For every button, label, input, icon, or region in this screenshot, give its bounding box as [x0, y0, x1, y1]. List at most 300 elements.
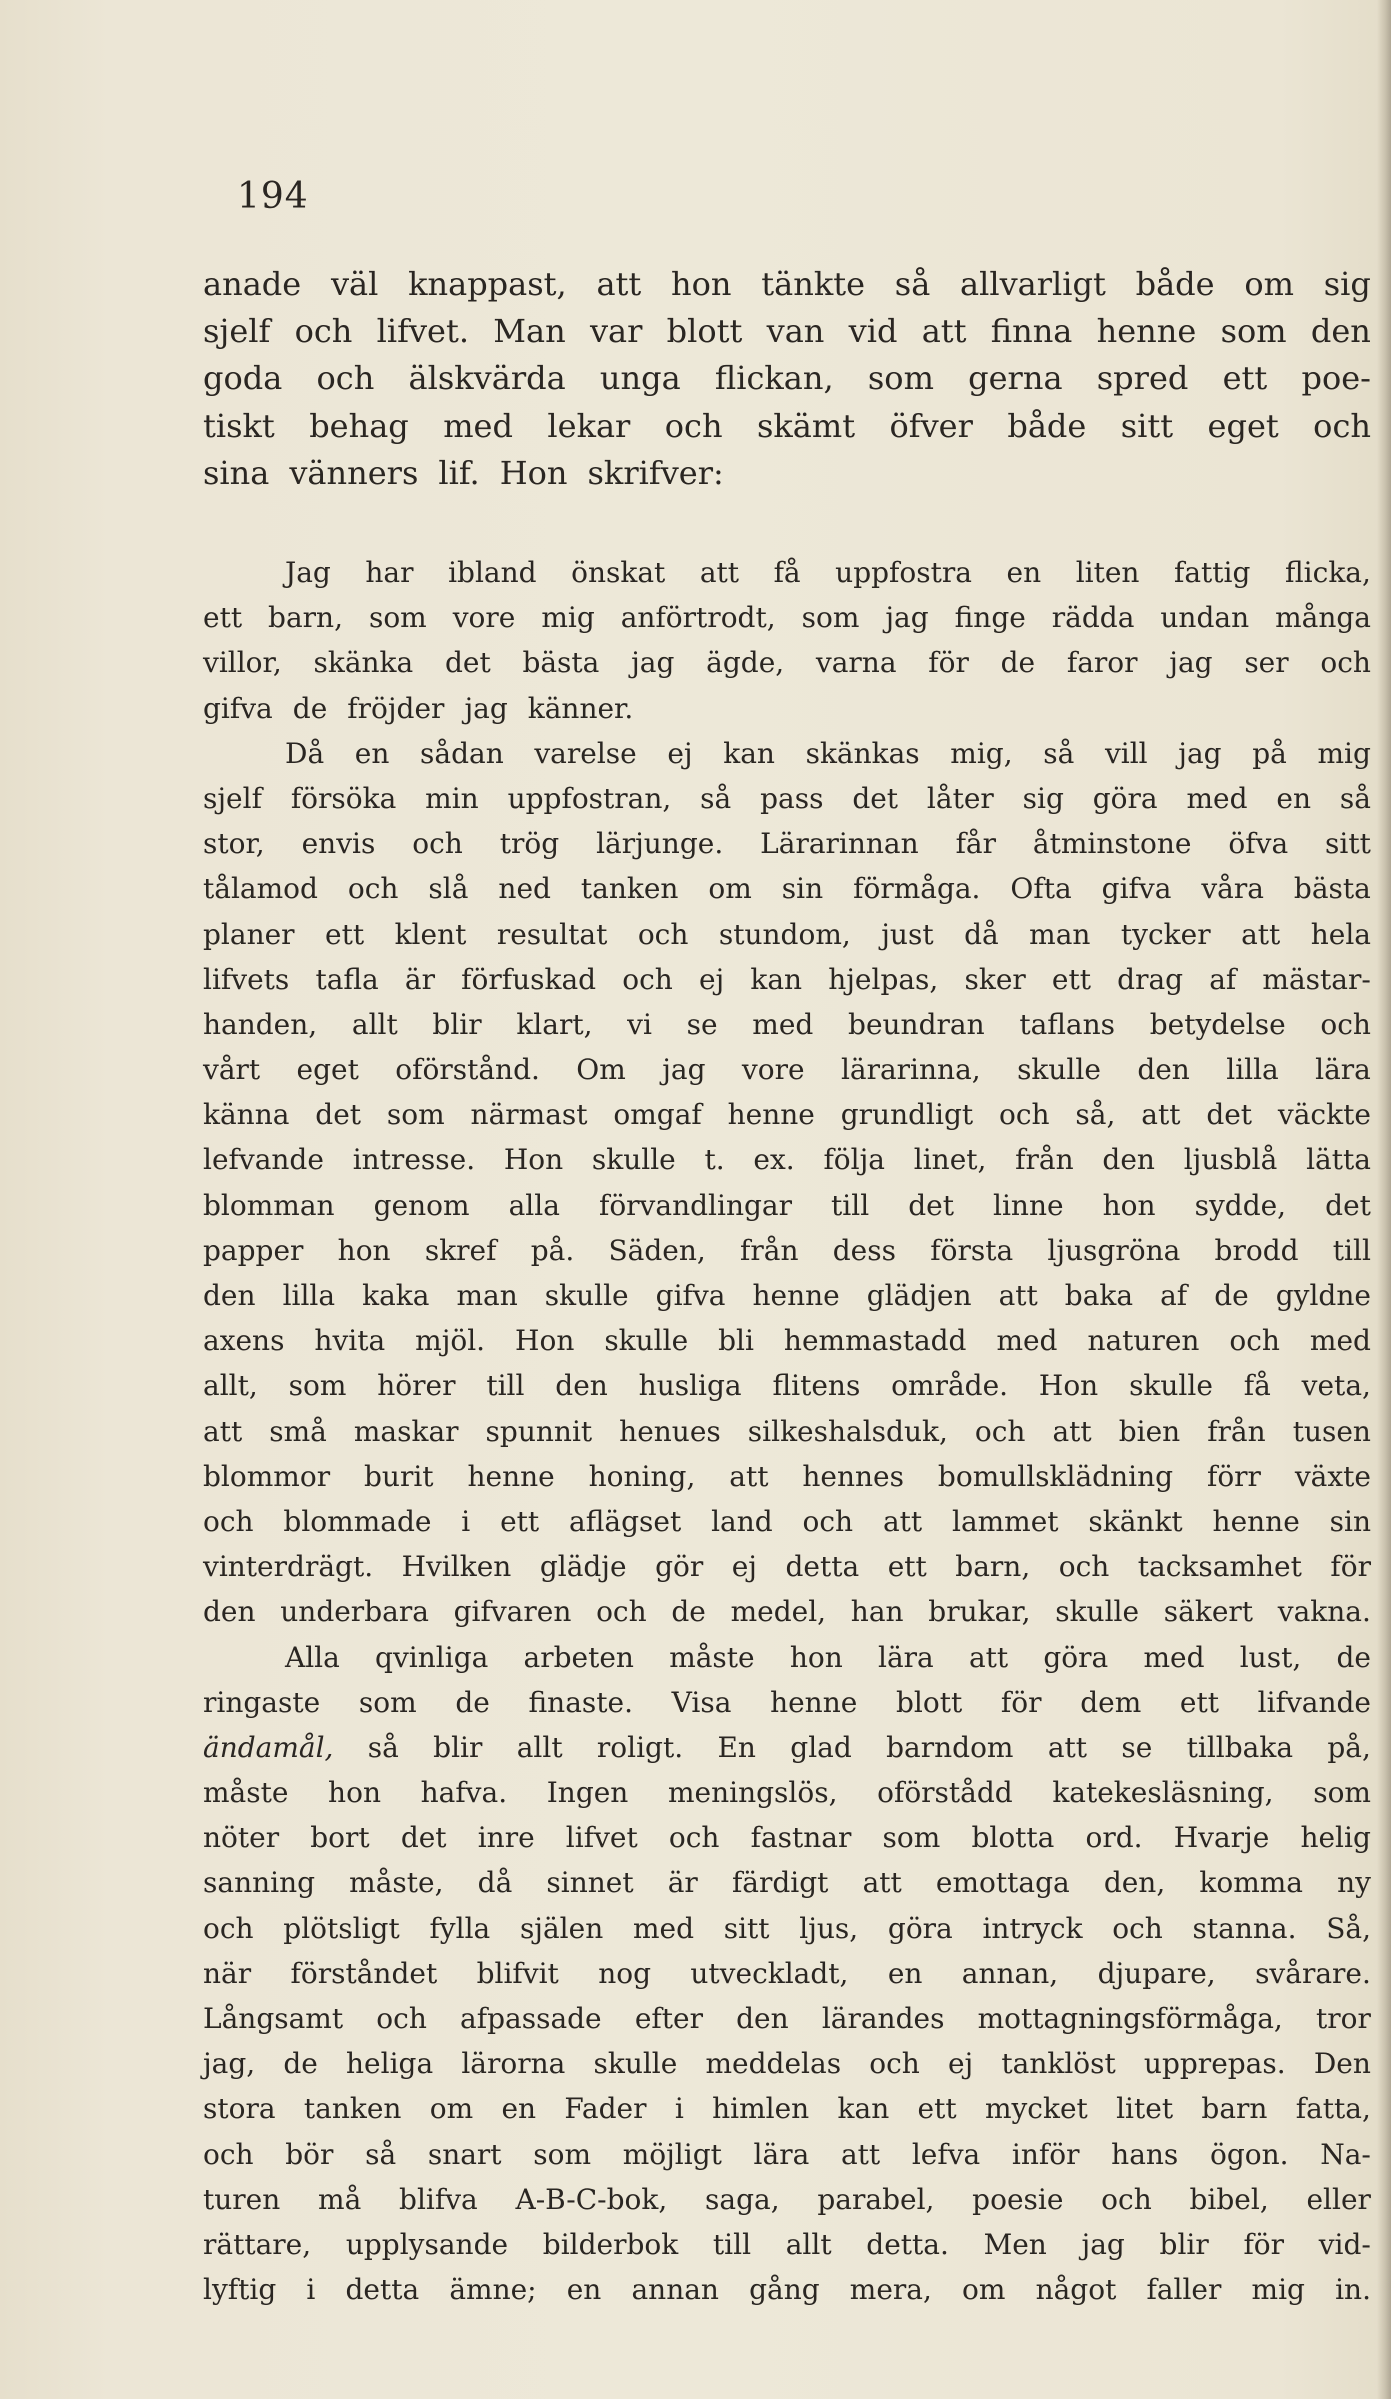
word: gör: [655, 1550, 704, 1584]
word: och: [1320, 1007, 1371, 1041]
word: det: [400, 1821, 447, 1855]
word: vårt: [203, 1053, 261, 1087]
word: upplysande: [345, 2227, 509, 2261]
word: gifva: [1101, 872, 1172, 906]
word: allvarligt: [960, 265, 1106, 303]
word: lärjunge.: [596, 827, 724, 861]
word: intresse.: [352, 1143, 476, 1177]
word: se: [686, 1007, 718, 1041]
word: som: [288, 1369, 347, 1403]
word: att: [203, 1414, 243, 1448]
word: jag: [464, 691, 508, 725]
word: som: [386, 1098, 445, 1132]
word: det: [444, 646, 491, 680]
word: växte: [1294, 1459, 1371, 1493]
text-line: [203, 1092, 1371, 1137]
word: Så,: [1326, 1911, 1371, 1945]
text-line: [203, 1544, 1371, 1589]
word: Fader: [564, 2092, 647, 2126]
word: blommor: [203, 1459, 331, 1493]
word: hon: [789, 1640, 843, 1674]
word: planer: [203, 917, 295, 951]
word: ett: [1179, 1685, 1219, 1719]
word: finge: [954, 601, 1026, 635]
word: sådan: [420, 736, 504, 770]
word: göra: [1092, 781, 1158, 815]
word: jag: [1081, 2227, 1125, 2261]
word: som: [368, 601, 427, 635]
word: skänka: [313, 646, 414, 680]
word: till: [486, 1369, 525, 1403]
word: en: [501, 2092, 537, 2126]
word: en: [1276, 781, 1311, 815]
word: barn,: [955, 1550, 1031, 1584]
word: blir: [432, 1007, 482, 1041]
word: den: [555, 1369, 608, 1403]
word: oförstådd: [877, 1776, 1013, 1810]
word: qvinliga: [375, 1640, 489, 1674]
word: roligt.: [596, 1730, 684, 1764]
word: de: [1336, 1640, 1371, 1674]
word: tusen: [1292, 1414, 1371, 1448]
word: bästa: [522, 646, 600, 680]
word: tålamod: [203, 872, 318, 906]
word: våra: [1201, 872, 1264, 906]
word: rättare,: [203, 2227, 312, 2261]
word: linne: [993, 1188, 1064, 1222]
word: öfva: [1228, 827, 1289, 861]
text-line: [203, 1318, 1371, 1363]
word: land: [711, 1504, 773, 1538]
word: jag,: [203, 2047, 256, 2081]
word: beundran: [848, 1007, 985, 1041]
word: så: [365, 2137, 397, 2171]
word: ny: [1337, 1866, 1371, 1900]
word: dess: [832, 1233, 896, 1267]
text-line: [203, 2222, 1371, 2267]
word: gifvaren: [453, 1595, 572, 1629]
word: och: [622, 962, 673, 996]
word: knappast,: [408, 265, 567, 303]
word: vi: [627, 1007, 652, 1041]
word: för: [1243, 2227, 1285, 2261]
word: och: [412, 827, 463, 861]
word: må: [318, 2182, 362, 2216]
word: detta: [785, 1550, 860, 1584]
text-line: [203, 640, 1371, 685]
word: Då: [285, 736, 325, 770]
word: ändamål,: [203, 1730, 334, 1764]
word: med: [1186, 781, 1248, 815]
word: bien: [1118, 1414, 1181, 1448]
word: blommade: [283, 1504, 432, 1538]
text-line: [203, 550, 1371, 595]
word: ägde,: [706, 646, 785, 680]
word: oförstånd.: [395, 1053, 540, 1087]
word: som: [867, 359, 934, 398]
word: tror: [1316, 2002, 1371, 2035]
word: ett: [1222, 359, 1268, 398]
word: inre: [477, 1821, 535, 1855]
word: lärarinna,: [840, 1053, 981, 1087]
word: om: [1244, 265, 1294, 303]
word: in.: [1335, 2273, 1371, 2307]
word: tiskt: [203, 406, 275, 445]
word: skulle: [1129, 1369, 1213, 1403]
word: ord.: [1085, 1821, 1143, 1855]
text-line: [203, 2041, 1371, 2086]
word: känna: [203, 1098, 290, 1132]
word: henne: [727, 1098, 815, 1132]
word: skulle: [591, 1143, 676, 1177]
word: som: [1220, 312, 1287, 351]
word: tafla: [315, 962, 379, 996]
word: goda: [203, 359, 283, 398]
word: och: [294, 312, 353, 351]
word: som: [801, 601, 860, 635]
word: faror: [1066, 646, 1138, 680]
word: de: [455, 1685, 490, 1719]
word: åtminstone: [1032, 827, 1192, 861]
word: stundom,: [718, 917, 851, 951]
word: det: [1325, 1188, 1371, 1222]
word: lif.: [438, 453, 480, 492]
word: med: [996, 1324, 1058, 1358]
word: älskvärda: [408, 359, 566, 398]
word: djupare,: [1097, 1956, 1216, 1990]
word: genom: [373, 1188, 470, 1222]
text-line: [203, 866, 1371, 911]
word: mig: [1317, 736, 1371, 770]
word: skänkt: [1088, 1504, 1183, 1538]
word: vore: [741, 1053, 805, 1087]
word: inför: [1011, 2137, 1080, 2171]
word: detta: [345, 2273, 420, 2307]
word: från: [1207, 1414, 1266, 1448]
word: att: [882, 1504, 923, 1538]
word: hvita: [314, 1324, 386, 1358]
word: de: [283, 2047, 318, 2081]
page-number: 194: [237, 176, 309, 217]
word: eget: [296, 1053, 359, 1087]
page-edge-shadow: [1377, 0, 1391, 2399]
word: handen,: [203, 1007, 318, 1041]
word: lärorna: [461, 2047, 566, 2081]
word: fattig: [1174, 556, 1251, 589]
word: det: [908, 1188, 954, 1222]
word: upprepas.: [1143, 2047, 1286, 2081]
word: jag: [631, 646, 675, 680]
text-line: [203, 2132, 1371, 2177]
word: spred: [1096, 359, 1189, 398]
word: Hvarje: [1173, 1821, 1270, 1855]
word: om: [962, 2273, 1006, 2307]
word: envis: [301, 827, 376, 861]
word: nog: [598, 1956, 652, 1990]
word: till: [831, 1188, 870, 1222]
word: att: [998, 1279, 1038, 1312]
word: i: [674, 2092, 684, 2126]
word: af: [1209, 962, 1237, 996]
word: är: [667, 1866, 698, 1900]
word: på.: [530, 1233, 575, 1267]
word: unga: [599, 359, 681, 398]
word: sitt: [723, 1911, 770, 1945]
word: A-B-C-bok,: [515, 2182, 668, 2216]
word: kan: [723, 736, 775, 770]
word: för: [1000, 1685, 1042, 1719]
word: bort: [310, 1821, 370, 1855]
word: fylla: [429, 1911, 491, 1945]
word: barn,: [268, 601, 343, 635]
text-line: [203, 957, 1371, 1002]
text-line: [203, 1137, 1371, 1182]
word: så: [700, 781, 732, 815]
word: poe-: [1301, 359, 1371, 398]
text-line: [203, 2267, 1371, 2312]
word: från: [1015, 1143, 1074, 1177]
word: eller: [1306, 2182, 1371, 2216]
word: kan: [750, 962, 803, 996]
word: sjelf: [203, 312, 271, 351]
word: henne: [770, 1685, 858, 1719]
word: och: [998, 1098, 1050, 1132]
word: skref: [424, 1233, 497, 1267]
word: och: [203, 2137, 254, 2171]
word: som: [1313, 1776, 1371, 1810]
word: många: [1275, 601, 1371, 635]
word: så: [894, 265, 931, 303]
word: då: [477, 1866, 513, 1900]
word: sydde,: [1194, 1188, 1287, 1222]
word: sjelf: [203, 781, 262, 815]
word: lekar: [547, 406, 631, 445]
word: nöter: [203, 1821, 280, 1855]
word: Man: [493, 312, 566, 351]
word: lilla: [282, 1279, 336, 1312]
word: med: [1309, 1324, 1371, 1358]
word: göra: [1043, 1640, 1109, 1674]
word: glad: [790, 1730, 852, 1764]
word: tycker: [1120, 917, 1211, 951]
text-line: [203, 1815, 1371, 1860]
word: slå: [428, 872, 469, 906]
word: ibland: [448, 556, 537, 589]
word: henne: [1096, 312, 1197, 351]
word: mera,: [849, 2273, 932, 2307]
word: och: [203, 1504, 254, 1538]
word: henne: [467, 1459, 555, 1493]
word: betydelse: [1149, 1007, 1286, 1041]
word: axens: [203, 1324, 285, 1358]
word: förfuskad: [461, 962, 597, 996]
word: hemmastadd: [783, 1324, 967, 1358]
word: hörer: [377, 1369, 456, 1403]
word: behag: [309, 406, 409, 445]
word: med: [1143, 1640, 1205, 1674]
word: bör: [285, 2137, 334, 2171]
word: flickan,: [714, 359, 834, 398]
word: öfver: [889, 406, 973, 445]
word: se: [1121, 1730, 1153, 1764]
word: grundligt: [840, 1098, 974, 1132]
word: allt: [351, 1007, 398, 1041]
word: ämne;: [449, 2273, 537, 2307]
word: linet,: [913, 1143, 987, 1177]
word: ej: [667, 736, 693, 770]
word: förvandlingar: [598, 1188, 792, 1222]
word: gyldne: [1275, 1279, 1371, 1312]
word: den,: [1103, 1866, 1166, 1900]
word: tänkte: [761, 265, 865, 303]
word: ej: [698, 962, 725, 996]
word: från: [740, 1233, 799, 1267]
word: lärandes: [821, 2002, 945, 2035]
word: ringaste: [203, 1685, 321, 1719]
word: Men: [983, 2227, 1047, 2261]
word: både: [1007, 406, 1087, 445]
word: kaka: [362, 1279, 430, 1312]
word: jag: [1178, 736, 1222, 770]
word: när: [203, 1956, 252, 1990]
word: så,: [1075, 1098, 1116, 1132]
word: vore: [452, 601, 516, 635]
word: mig: [1251, 2273, 1305, 2307]
word: närmast: [470, 1098, 588, 1132]
word: sin: [781, 872, 824, 906]
word: att: [729, 1459, 769, 1493]
word: barndom: [886, 1730, 1014, 1764]
word: Na-: [1320, 2137, 1371, 2171]
word: blir: [433, 1730, 483, 1764]
word: den: [203, 1595, 256, 1629]
word: Ofta: [1010, 872, 1072, 906]
word: jag: [662, 1053, 706, 1087]
text-line: [203, 1860, 1371, 1905]
word: och: [316, 359, 375, 398]
word: Ingen: [546, 1776, 629, 1810]
word: gerna: [968, 359, 1063, 398]
text-line: [203, 1047, 1371, 1092]
word: anade: [203, 265, 302, 303]
word: jag: [885, 601, 929, 635]
word: stanna.: [1192, 1911, 1297, 1945]
word: faller: [1146, 2273, 1222, 2307]
word: fröjder: [347, 691, 445, 725]
word: naturen: [1087, 1324, 1200, 1358]
word: skrifver:: [587, 453, 724, 492]
word: blifvit: [476, 1956, 559, 1990]
word: att: [699, 556, 740, 589]
word: maskar: [353, 1414, 459, 1448]
word: En: [717, 1730, 756, 1764]
word: barn: [1201, 2092, 1268, 2126]
word: sitt: [1325, 827, 1371, 861]
word: skänkas: [805, 736, 920, 770]
word: aflägset: [569, 1504, 682, 1538]
word: det: [315, 1098, 362, 1132]
word: bästa: [1293, 872, 1371, 906]
word: med: [752, 1007, 814, 1041]
word: med: [443, 406, 513, 445]
text-line: [203, 912, 1371, 957]
word: van: [766, 312, 825, 351]
word: poesie: [972, 2182, 1064, 2216]
word: och: [869, 2047, 920, 2081]
word: flicka,: [1285, 556, 1371, 589]
word: papper: [203, 1233, 304, 1267]
word: i: [306, 2273, 316, 2307]
word: gifva: [655, 1279, 726, 1312]
word: ljusgröna: [1047, 1233, 1181, 1267]
word: anförtrodt,: [620, 601, 776, 635]
word: och: [668, 1821, 720, 1855]
word: som: [358, 1685, 417, 1719]
word: att: [1047, 1730, 1088, 1764]
word: för: [1330, 1550, 1371, 1584]
word: så: [1043, 736, 1075, 770]
word: Hon: [1038, 1369, 1099, 1403]
word: den: [736, 2002, 789, 2035]
word: glädje: [539, 1550, 627, 1584]
word: hon: [328, 1776, 381, 1810]
word: och: [203, 1911, 254, 1945]
word: han: [850, 1595, 904, 1629]
word: och: [802, 1504, 854, 1538]
word: stora: [203, 2092, 276, 2126]
word: område.: [891, 1369, 1009, 1403]
word: får: [955, 827, 997, 861]
word: silkeshalsduk,: [747, 1414, 948, 1448]
word: och: [637, 917, 689, 951]
text-line: [203, 1228, 1371, 1273]
word: om: [708, 872, 752, 906]
word: sig: [1022, 781, 1064, 815]
word: heliga: [346, 2047, 434, 2081]
word: man: [1029, 917, 1091, 951]
word: och: [974, 1414, 1026, 1448]
word: Långsamt: [203, 2002, 344, 2035]
word: och: [664, 406, 723, 445]
word: henne: [1212, 1504, 1300, 1538]
word: stor,: [203, 827, 265, 861]
word: på: [1252, 736, 1287, 770]
word: mottagningsförmåga,: [977, 2002, 1283, 2035]
word: honing,: [588, 1459, 696, 1493]
word: bomullsklädning: [937, 1459, 1174, 1493]
word: vid-: [1318, 2227, 1371, 2261]
word: den: [1102, 1143, 1155, 1177]
word: och: [596, 1595, 647, 1629]
word: lyftig: [203, 2273, 277, 2307]
text-line: [203, 2177, 1371, 2222]
word: små: [269, 1414, 327, 1448]
word: och: [1320, 646, 1371, 680]
text-line: [203, 450, 1371, 497]
text-line: [203, 595, 1371, 640]
text-line: [203, 1589, 1371, 1634]
word: Alla: [285, 1640, 340, 1674]
word: få: [1243, 1369, 1271, 1403]
word: var: [589, 312, 643, 351]
word: lära: [878, 1640, 934, 1674]
word: henne: [752, 1279, 840, 1312]
text-line: [203, 1409, 1371, 1454]
word: finaste.: [528, 1685, 633, 1719]
word: skämt: [756, 406, 856, 445]
word: så: [367, 1730, 399, 1764]
word: är: [404, 962, 435, 996]
